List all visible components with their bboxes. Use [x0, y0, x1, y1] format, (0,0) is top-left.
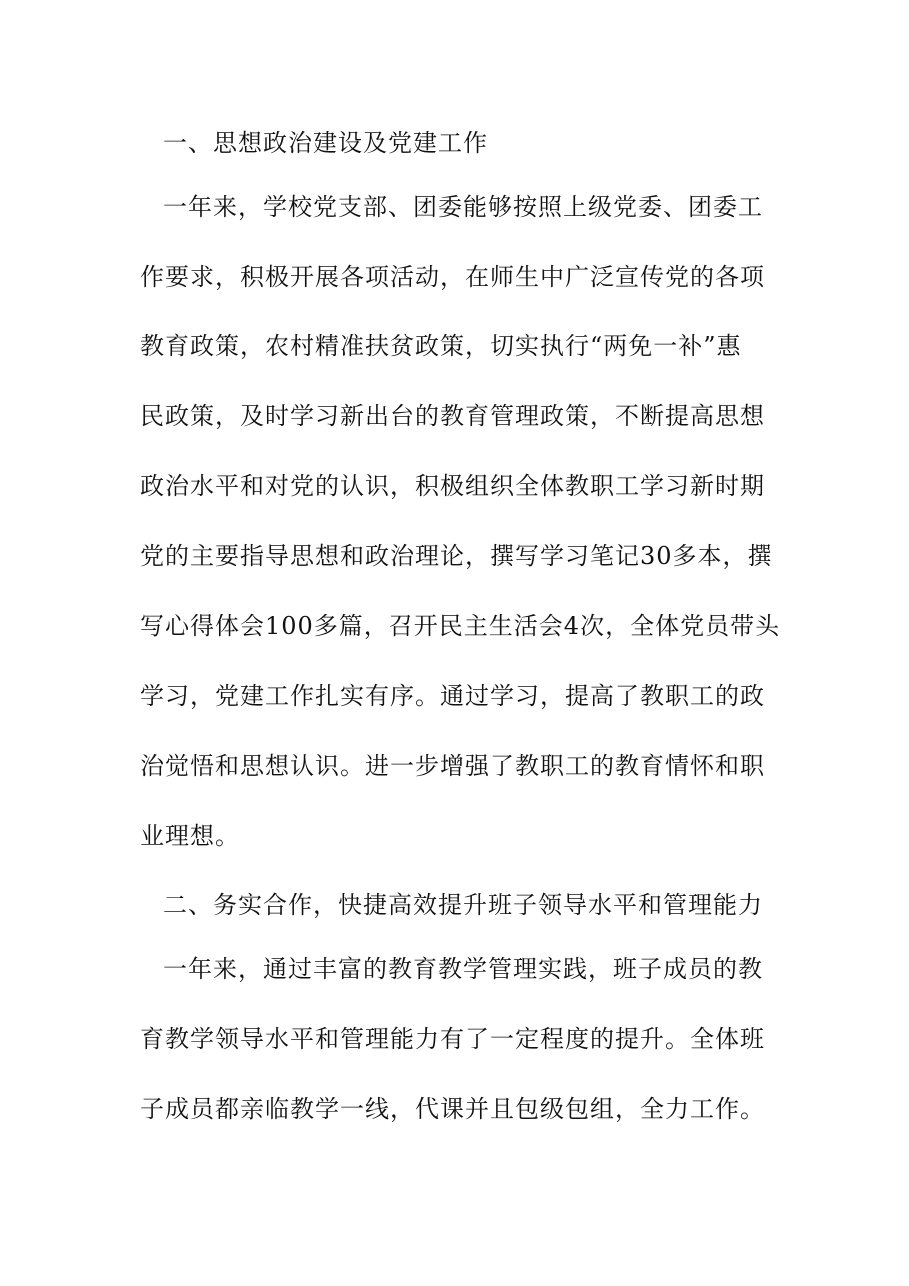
paragraph-line: 民政策，及时学习新出台的教育管理政策，不断提高思想	[140, 402, 765, 430]
paragraph-line: 政治水平和对党的认识，积极组织全体教职工学习新时期	[140, 472, 765, 500]
paragraph-line: 作要求，积极开展各项活动，在师生中广泛宣传党的各项	[140, 263, 765, 291]
paragraph-line: 育教学领导水平和管理能力有了一定程度的提升。全体班	[140, 1025, 765, 1053]
section-heading-2: 二、务实合作，快捷高效提升班子领导水平和管理能力	[163, 891, 763, 919]
paragraph-line: 治觉悟和思想认识。进一步增强了教职工的教育情怀和职	[140, 752, 765, 780]
paragraph-line: 党的主要指导思想和政治理论，撰写学习笔记30多本，撰	[140, 542, 773, 570]
section-heading-1: 一、思想政治建设及党建工作	[163, 129, 488, 157]
paragraph-line: 学习，党建工作扎实有序。通过学习，提高了教职工的政	[140, 682, 765, 710]
paragraph-line: 子成员都亲临教学一线，代课并且包级包组，全力工作。	[140, 1095, 765, 1123]
paragraph-line: 教育政策，农村精准扶贫政策，切实执行“两免一补”惠	[140, 332, 742, 360]
paragraph-line: 写心得体会100多篇，召开民主生活会4次，全体党员带头	[140, 612, 781, 640]
paragraph-line: 一年来，通过丰富的教育教学管理实践，班子成员的教	[163, 955, 763, 983]
paragraph-line: 业理想。	[140, 822, 240, 850]
paragraph-line: 一年来，学校党支部、团委能够按照上级党委、团委工	[163, 193, 763, 221]
